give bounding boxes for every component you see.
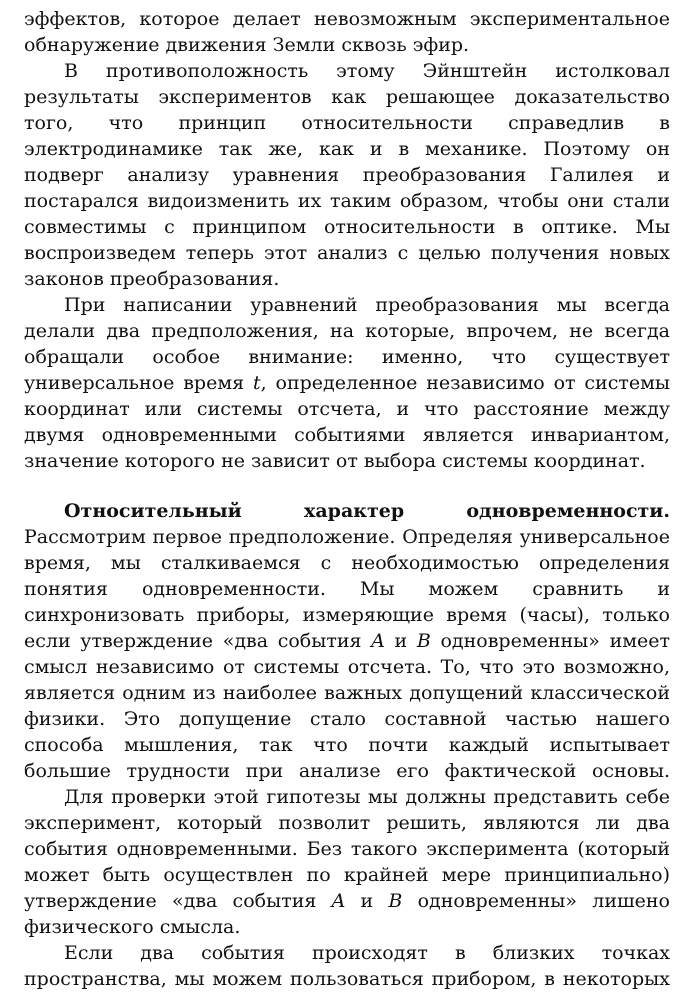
paragraph-5-conj: и bbox=[345, 890, 389, 912]
section-heading: Относительный характер одновременности. bbox=[64, 500, 670, 522]
paragraph-5-part1: Для проверки этой гипотезы мы должны представить себе эксперимент, который позволит решить, являются ли два события одновременными. Без такого эксперимента (который может быть осуществлен по крайней мере принципиально) утверждение «два события bbox=[24, 786, 670, 912]
paragraph-4-part1: Рассмотрим первое предположение. Определяя универсальное время, мы сталкиваемся с необходимостью определения понятия одновременности. Мы можем сравнить и синхронизовать приборы, измеряющие время (часы), только если утверждение «два события bbox=[24, 526, 670, 652]
paragraph-1-text: эффектов, которое делает невозможным экспериментальное обнаружение движения Земли сквозь эфир. bbox=[24, 8, 670, 56]
document-page bbox=[24, 6, 670, 992]
paragraph-4-part2: одновременны» имеет смысл независимо от системы отсчета. То, что это возможно, является одним из наиболее важных допущений классической физики. Это допущение стало составной частью нашего способа мышления, так что почти каждый испытывает большие трудности при анализе его фактической основы. bbox=[24, 630, 671, 782]
paragraph-3-part2: , определенное независимо от системы координат или системы отсчета, и что расстояние между двумя одновременными событиями является инвариантом, значение которого не зависит от выбора системы координат. bbox=[24, 372, 670, 472]
paragraph-5-part2: одновременны» лишено физического смысла. bbox=[24, 890, 670, 938]
variable-b: B bbox=[388, 890, 403, 912]
paragraph-4-conj: и bbox=[384, 630, 417, 652]
paragraph-close-points bbox=[24, 940, 670, 992]
variable-b: B bbox=[416, 630, 431, 652]
paragraph-einstein-interpretation bbox=[24, 58, 670, 292]
paragraph-2-text: В противоположность этому Эйнштейн истолковал результаты экспериментов как решающее доказательство того, что принцип относительности справедлив в электродинамике так же, как и в механике. Поэтому он подверг анализу уравнения преобразования Галилея и постарался видоизменить их таким образом, чтобы они стали совместимы с принципом относительности в оптике. Мы воспроизведем теперь этот анализ с целью получения новых законов преобразования. bbox=[24, 60, 670, 290]
paragraph-continuation bbox=[24, 6, 670, 58]
variable-t: t bbox=[252, 372, 261, 394]
paragraph-3-part1: При написании уравнений преобразования мы всегда делали два предположения, на которые, впрочем, не всегда обращали особое внимание: именно, что существует универсальное время bbox=[24, 294, 670, 394]
variable-a: A bbox=[331, 890, 346, 912]
variable-a: A bbox=[371, 630, 385, 652]
section-gap bbox=[24, 474, 670, 498]
paragraph-6-text: Если два события происходят в близких точках пространства, мы можем пользоваться прибором, в некоторых bbox=[24, 942, 670, 990]
paragraph-assumptions bbox=[24, 292, 670, 474]
paragraph-simultaneity bbox=[24, 498, 670, 784]
paragraph-experiment bbox=[24, 784, 670, 940]
